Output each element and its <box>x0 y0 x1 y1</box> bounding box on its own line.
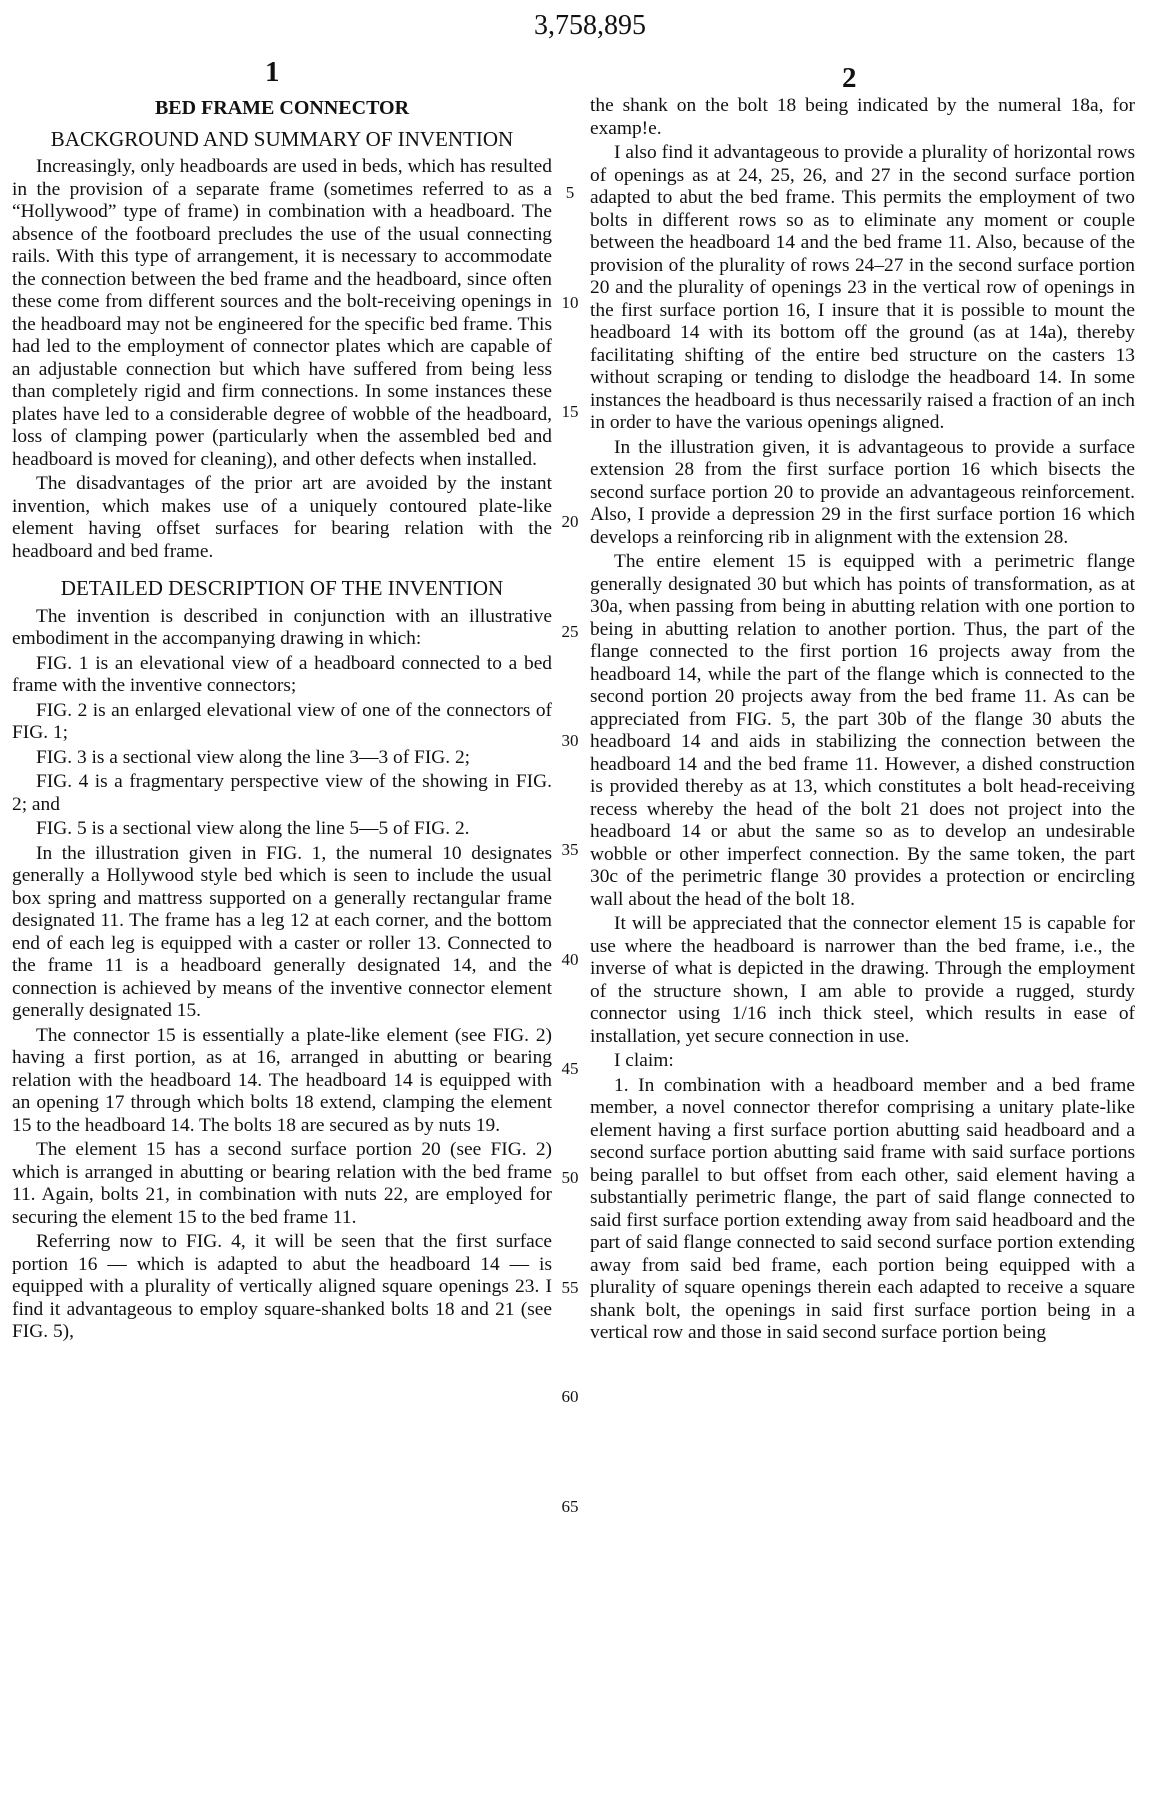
paragraph: the shank on the bolt 18 being indicated by the numeral 18a, for examp!e. <box>590 95 1135 139</box>
line-number: 65 <box>561 1497 579 1516</box>
figure-description: FIG. 2 is an enlarged elevational view of one of the connectors of FIG. 1; <box>12 699 552 743</box>
claim-paragraph: 1. In combination with a headboard member and a bed frame member, a novel connector therefor comprising a unitary plate-like element having a first surface portion abutting said headboard and a second surface portion abutting said frame with said surface portions being parallel to but offset from each other, said element having a substantially perimetric flange, the part of said flange connected to said first surface portion extending away from said headboard and the part of said flange connected to said second surface portion extending away from said bed frame, each portion being equipped with a plurality of square openings therein each adapted to receive a square shank bolt, the openings in said first surface portion being in a vertical row and those in said second surface portion being <box>590 1074 1135 1343</box>
column-number-right: 2 <box>842 62 857 94</box>
paragraph: In the illustration given in FIG. 1, the numeral 10 designates generally a Hollywood style bed which is seen to include the usual box spring and mattress supported on a generally rectangular frame designated 11. The frame has a leg 12 at each corner, and the bottom end of each leg is equipped with a caster or roller 13. Connected to the frame 11 is a headboard generally designated 14, and the connection is achieved by means of the inventive connector element generally designated 15. <box>12 842 552 1021</box>
line-number: 60 <box>561 1387 579 1406</box>
right-column <box>590 95 1135 1347</box>
patent-number: 3,758,895 <box>534 10 646 41</box>
paragraph: Increasingly, only headboards are used in beds, which has resulted in the provision of a separate frame (sometimes referred to as a “Hollywood” type of frame) in combination with a headboard. The absence of the footboard precludes the use of the usual connecting rails. With this type of arrangement, it is necessary to accommodate the connection between the bed frame and the headboard, since often these come from different sources and the bolt-receiving openings in the headboard may not be engineered for the specific bed frame. This had led to the employment of connector plates which are capable of an adjustable connection but which have suffered from being less than completely rigid and firm connections. In some instances these plates have led to a considerable degree of wobble of the headboard, loss of clamping power (particularly when the assembled bed and headboard is moved for cleaning), and other defects when installed. <box>12 156 552 470</box>
section-heading-detailed: DETAILED DESCRIPTION OF THE INVENTION <box>60 576 504 600</box>
section-heading-background: BACKGROUND AND SUMMARY OF INVENTION <box>50 126 514 151</box>
line-number: 20 <box>561 512 579 531</box>
paragraph: The disadvantages of the prior art are avoided by the instant invention, which makes use of a uniquely contoured plate-like element having offset surfaces for bearing relation with the headboard and bed frame. <box>12 473 552 562</box>
figure-description: FIG. 1 is an elevational view of a headboard connected to a bed frame with the inventive connectors; <box>12 652 552 696</box>
document-title: BED FRAME CONNECTOR <box>154 97 410 119</box>
line-number: 50 <box>561 1168 579 1187</box>
claim-intro: I claim: <box>614 1050 674 1071</box>
paragraph: The invention is described in conjunction with an illustrative embodiment in the accompanying drawing in which: <box>12 605 552 649</box>
line-number: 10 <box>561 293 579 312</box>
column-number-left: 1 <box>265 56 280 88</box>
line-number: 25 <box>561 622 579 641</box>
figure-description: FIG. 3 is a sectional view along the line 3—3 of FIG. 2; <box>36 746 471 768</box>
line-number: 55 <box>561 1278 579 1297</box>
left-column <box>12 95 552 1346</box>
line-number: 45 <box>561 1059 579 1078</box>
paragraph: I also find it advantageous to provide a plurality of horizontal rows of openings as at 24, 25, 26, and 27 in the second surface portion adapted to abut the bed frame. This permits the employment of two bolts in different rows so as to eliminate any moment or couple between the headboard 14 and the bed frame 11. Also, because of the provision of the plurality of rows 24–27 in the second surface portion 20 and the plurality of openings 23 in the vertical row of openings in the first surface portion 16, I insure that it is possible to mount the headboard 14 with its bottom off the ground (as at 14a), thereby facilitating shifting of the entire bed structure on the casters 13 without scraping or tending to dislodge the headboard 14. In some instances the headboard is thus necessarily raised a fraction of an inch in order to have the various openings aligned. <box>590 142 1135 433</box>
line-number: 5 <box>565 183 575 202</box>
paragraph: In the illustration given, it is advantageous to provide a surface extension 28 from the first surface portion 16 which bisects the second surface portion 20 to provide an advantageous reinforcement. Also, I provide a depression 29 in the first surface portion 16 which develops a reinforcing rib in alignment with the extension 28. <box>590 436 1135 548</box>
paragraph: Referring now to FIG. 4, it will be seen that the first surface portion 16 — which is adapted to abut the headboard 14 — is equipped with a plurality of vertically aligned square openings 23. I find it advantageous to employ square-shanked bolts 18 and 21 (see FIG. 5), <box>12 1231 552 1342</box>
figure-description: FIG. 5 is a sectional view along the line 5—5 of FIG. 2. <box>36 818 470 839</box>
paragraph: The connector 15 is essentially a plate-like element (see FIG. 2) having a first portion, as at 16, arranged in abutting or bearing relation with the headboard 14. The headboard 14 is equipped with an opening 17 through which bolts 18 extend, clamping the element 15 to the headboard 14. The bolts 18 are secured as by nuts 19. <box>12 1024 552 1136</box>
paragraph: The element 15 has a second surface portion 20 (see FIG. 2) which is arranged in abutting or bearing relation with the bed frame 11. Again, bolts 21, in combination with nuts 22, are employed for securing the element 15 to the bed frame 11. <box>12 1139 552 1228</box>
figure-description: FIG. 4 is a fragmentary perspective view of the showing in FIG. 2; and <box>12 771 552 815</box>
line-number: 30 <box>561 731 579 750</box>
paragraph: It will be appreciated that the connector element 15 is capable for use where the headboard is narrower than the bed frame, i.e., the inverse of what is depicted in the drawing. Through the employment of the structure shown, I am able to provide a rugged, sturdy connector using 1/16 inch thick steel, which results in ease of installation, yet secure connection in use. <box>590 913 1135 1047</box>
line-number: 40 <box>561 950 579 969</box>
line-number: 15 <box>561 402 579 421</box>
line-number: 35 <box>561 840 579 859</box>
paragraph: The entire element 15 is equipped with a perimetric flange generally designated 30 but which has points of transformation, as at 30a, when passing from being in abutting relation with one portion to being in abutting relation to another portion. Thus, the part of the flange connected to the first portion 16 projects away from the headboard 14, while the part of the flange which is connected to the second portion 20 projects away from the bed frame 11. As can be appreciated from FIG. 5, the part 30b of the flange 30 abuts the headboard 14 and aids in stabilizing the connection between the headboard 14 and the bed frame 11. However, a dished construction is provided thereby as at 13, which constitutes a bolt head-receiving recess whereby the head of the bolt 21 does not project into the headboard 14 or abut the same so as to develop an undesirable wobble or other imperfect connection. By the same token, the part 30c of the perimetric flange 30 provides a protection or encircling wall about the head of the bolt 18. <box>590 551 1135 910</box>
